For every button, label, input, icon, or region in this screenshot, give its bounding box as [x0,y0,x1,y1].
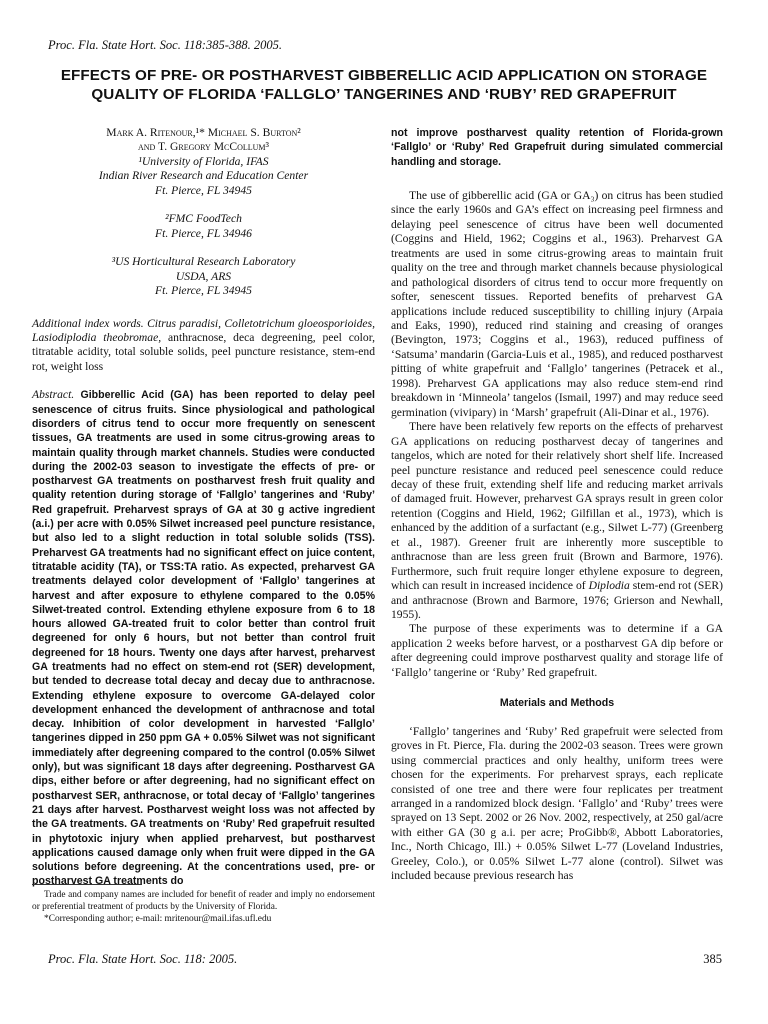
keywords-label: Additional index words. [32,316,144,330]
affiliation-1-line2: Indian River Research and Education Center [98,169,309,183]
affiliation-3-line2: USDA, ARS [175,269,232,283]
footnotes [32,890,375,925]
running-footer: Proc. Fla. State Hort. Soc. 118: 2005. [48,952,238,966]
affiliation-2-line2: Ft. Pierce, FL 34946 [155,226,252,240]
footnote-disclaimer: Trade and company names are included for benefit of reader and imply no endorsement or preferential treatment of products by the University of Florida. [32,890,375,912]
author-block [32,126,375,299]
abstract [32,388,375,888]
author-names-line1: Mark A. Ritenour,¹* Michael S. Burton² [106,126,301,139]
italic-genus: Diplodia [588,579,630,593]
keywords-terms: anthracnose, deca degreening, peel color, titratable acidity, total soluble solids, peel puncture resistance, stem-end rot, weight loss [32,330,375,373]
affiliation-3-line1: ³US Horticultural Research Laboratory [111,255,296,269]
section-heading-methods: Materials and Methods [499,697,615,710]
author-names-line2: and T. Gregory McCollum³ [137,140,270,154]
abstract-label: Abstract. [32,388,75,402]
paper-title: EFFECTS OF PRE- OR POSTHARVEST GIBBERELLIC ACID APPLICATION ON STORAGE QUALITY OF FLORIDA ‘FALLGLO’ TANGERINES AND ‘RUBY’ RED GRAPEFRUIT [60,67,708,103]
intro-paragraph-1: The use of gibberellic acid (GA or GA₃) on citrus has been studied since the early 1960s and GA’s effect on increasing peel firmness and delaying peel senescence of citrus have been well documented (Coggins and Hield, 1962; Coggins et al., 1963). Preharvest GA treatments are used in some citrus-growing areas to maintain fruit quality on the tree and through market channels because physiological and pathological disorders of citrus tend to occur more frequently on softer, senescent tissues. Reported benefits of preharvest GA applications include reduced susceptibility to chilling injury (Arpaia and Eaks, 1990), reduced rind staining and creasing of oranges (Bevington, 1973; Coggins et al., 1963), reduced puffiness of ‘Satsuma’ mandarin (Garcia-Luis et al., 1985), and reduced postharvest pitting of white grapefruit and ‘Fallglo’ tangerines (Petracek et al., 1998). Preharvest GA applications may also reduce stem-end rind breakdown in ‘Minneola’ tangelos (Ismail, 1997) and may reduce seed germination (vivipary) in ‘Marsh’ grapefruit (Ali-Dinar et al., 1976). [391,188,723,419]
page-number: 385 [703,952,722,966]
affiliation-3-line3: Ft. Pierce, FL 34945 [155,284,252,298]
abstract-text: Gibberellic Acid (GA) has been reported to delay peel senescence of citrus fruits. Since physiological and pathological disorders of citrus tend to occur more frequently on senescent tissues, GA treatments are used in some citrus-growing areas to maintain quality through market channels. Studies were conducted during the 2002-03 season to investigate the effects of pre- or postharvest GA treatments on postharvest fresh fruit quality and quality retention during storage of ‘Fallglo’ tangerines and ‘Ruby’ Red grapefruit. Preharvest sprays of GA at 30 g active ingredient (a.i.) per acre with 0.05% Silwet increased peel puncture resistance, but also led to a slight reduction in total soluble solids (TSS). Preharvest GA treatments had no significant effect on juice content, titratable acidity (TA), or TSS:TA ratio. As expected, preharvest GA treatments delayed color development of ‘Fallglo’ tangerines at harvest and after exposure to ethylene compared to the 0.05% Silwet-treated control. Extending ethylene exposure from 6 to 18 hours allowed GA-treated fruit to color better than control fruit degreened for only 6 hours, but not better than control fruit degreened for 18 hours. Twenty one days after harvest, preharvest GA treatments had no effect on stem-end rot (SER) development, but tended to decrease total decay and decay due to anthracnose. Extending ethylene exposure to overcome GA-delayed color development enhanced the development of anthracnose and total decay. Inhibition of color development in harvested ‘Fallglo’ tangerines dipped in 250 ppm GA + 0.05% Silwet was not significant immediately after degreening compared to the control (0.05% Silwet only), but was significant 18 days after degreening. Postharvest GA dips, either before or after degreening, had no significant effect on postharvest SER, anthracnose, or total decay of ‘Fallglo’ tangerines 21 days after harvest. Postharvest weight loss was not affected by the GA treatments. GA treatments on ‘Ruby’ Red grapefruit resulted in phytotoxic injury when applied preharvest, but postharvest applications caused damage only when fruit were dipped in the GA solutions before degreening. At the concentrations used, pre- or postharvest GA treatments do [32,389,375,888]
intro-paragraph-3: The purpose of these experiments was to determine if a GA application 2 weeks before harvest, or a postharvest GA dip before or after degreening could improve postharvest quality and storage life of ‘Fallglo’ tangerine or ‘Ruby’ Red grapefruit. [391,622,723,679]
intro-paragraph-2: There have been relatively few reports on the effects of preharvest GA applications on reducing postharvest decay of tangerines and tangelos, which are noted for their relatively short shelf life. Increased peel puncture resistance and reduced peel senescence could reduce decay of these fruit, extending shelf life and reducing market arrivals of damaged fruit. However, preharvest GA sprays result in green color retention (Coggins and Hield, 1962; Gilfillan et al., 1973), which is enhanced by the addition of a surfactant (e.g., Silwet L-77) (Greenberg et al., 1987). Greener fruit are inherently more susceptible to anthracnose than are less green fruit (Brown and Barmore, 1976). Furthermore, such fruit require longer ethylene exposure to degreen, which can result in increased incidence of Diplodia stem-end rot (SER) and anthracnose (Brown and Barmore, 1976; Grierson and Newhall, 1955). [391,420,723,622]
keywords [32,317,375,375]
footnote-corresponding-author: *Corresponding author; e-mail: mritenour@mail.ifas.ufl.edu [44,913,272,924]
affiliation-1-line1: ¹University of Florida, IFAS [138,154,269,168]
right-column [391,126,723,884]
running-header: Proc. Fla. State Hort. Soc. 118:385-388. 2005. [48,38,282,52]
left-column [32,126,375,889]
affiliation-1-line3: Ft. Pierce, FL 34945 [155,183,252,197]
abstract-continuation: not improve postharvest quality retention of Florida-grown ‘Fallglo’ or ‘Ruby’ Red Grapefruit during simulated commercial handling and storage. [391,127,723,168]
affiliation-2-line1: ²FMC FoodTech [165,212,242,226]
footnote-rule [32,884,142,885]
keywords-species: Citrus paradisi, Colletotrichum gloeosporioides, Lasiodiplodia theobromae, [32,316,375,344]
methods-paragraph-1: ‘Fallglo’ tangerines and ‘Ruby’ Red grapefruit were selected from groves in Ft. Pierce, Fla. during the 2002-03 season. Trees were grown using commercial practices and only healthy, uniform trees were chosen for the experiments. For preharvest sprays, each replicate consisted of one tree and there were four replicates per treatment arranged in a randomized block design. ‘Fallglo’ and ‘Ruby’ trees were sprayed on 13 Sept. 2002 or 26 Nov. 2002, respectively, at 250 gal/acre with either GA (30 g a.i. per acre; ProGibb®, Abbott Laboratories, Inc., North Chicago, Ill.) + 0.05% Silwet L-77 (Loveland Industries, Greeley, Colo.), or 0.05% Silwet L-77 alone (control). Silwet was included because previous research has [391,724,723,883]
